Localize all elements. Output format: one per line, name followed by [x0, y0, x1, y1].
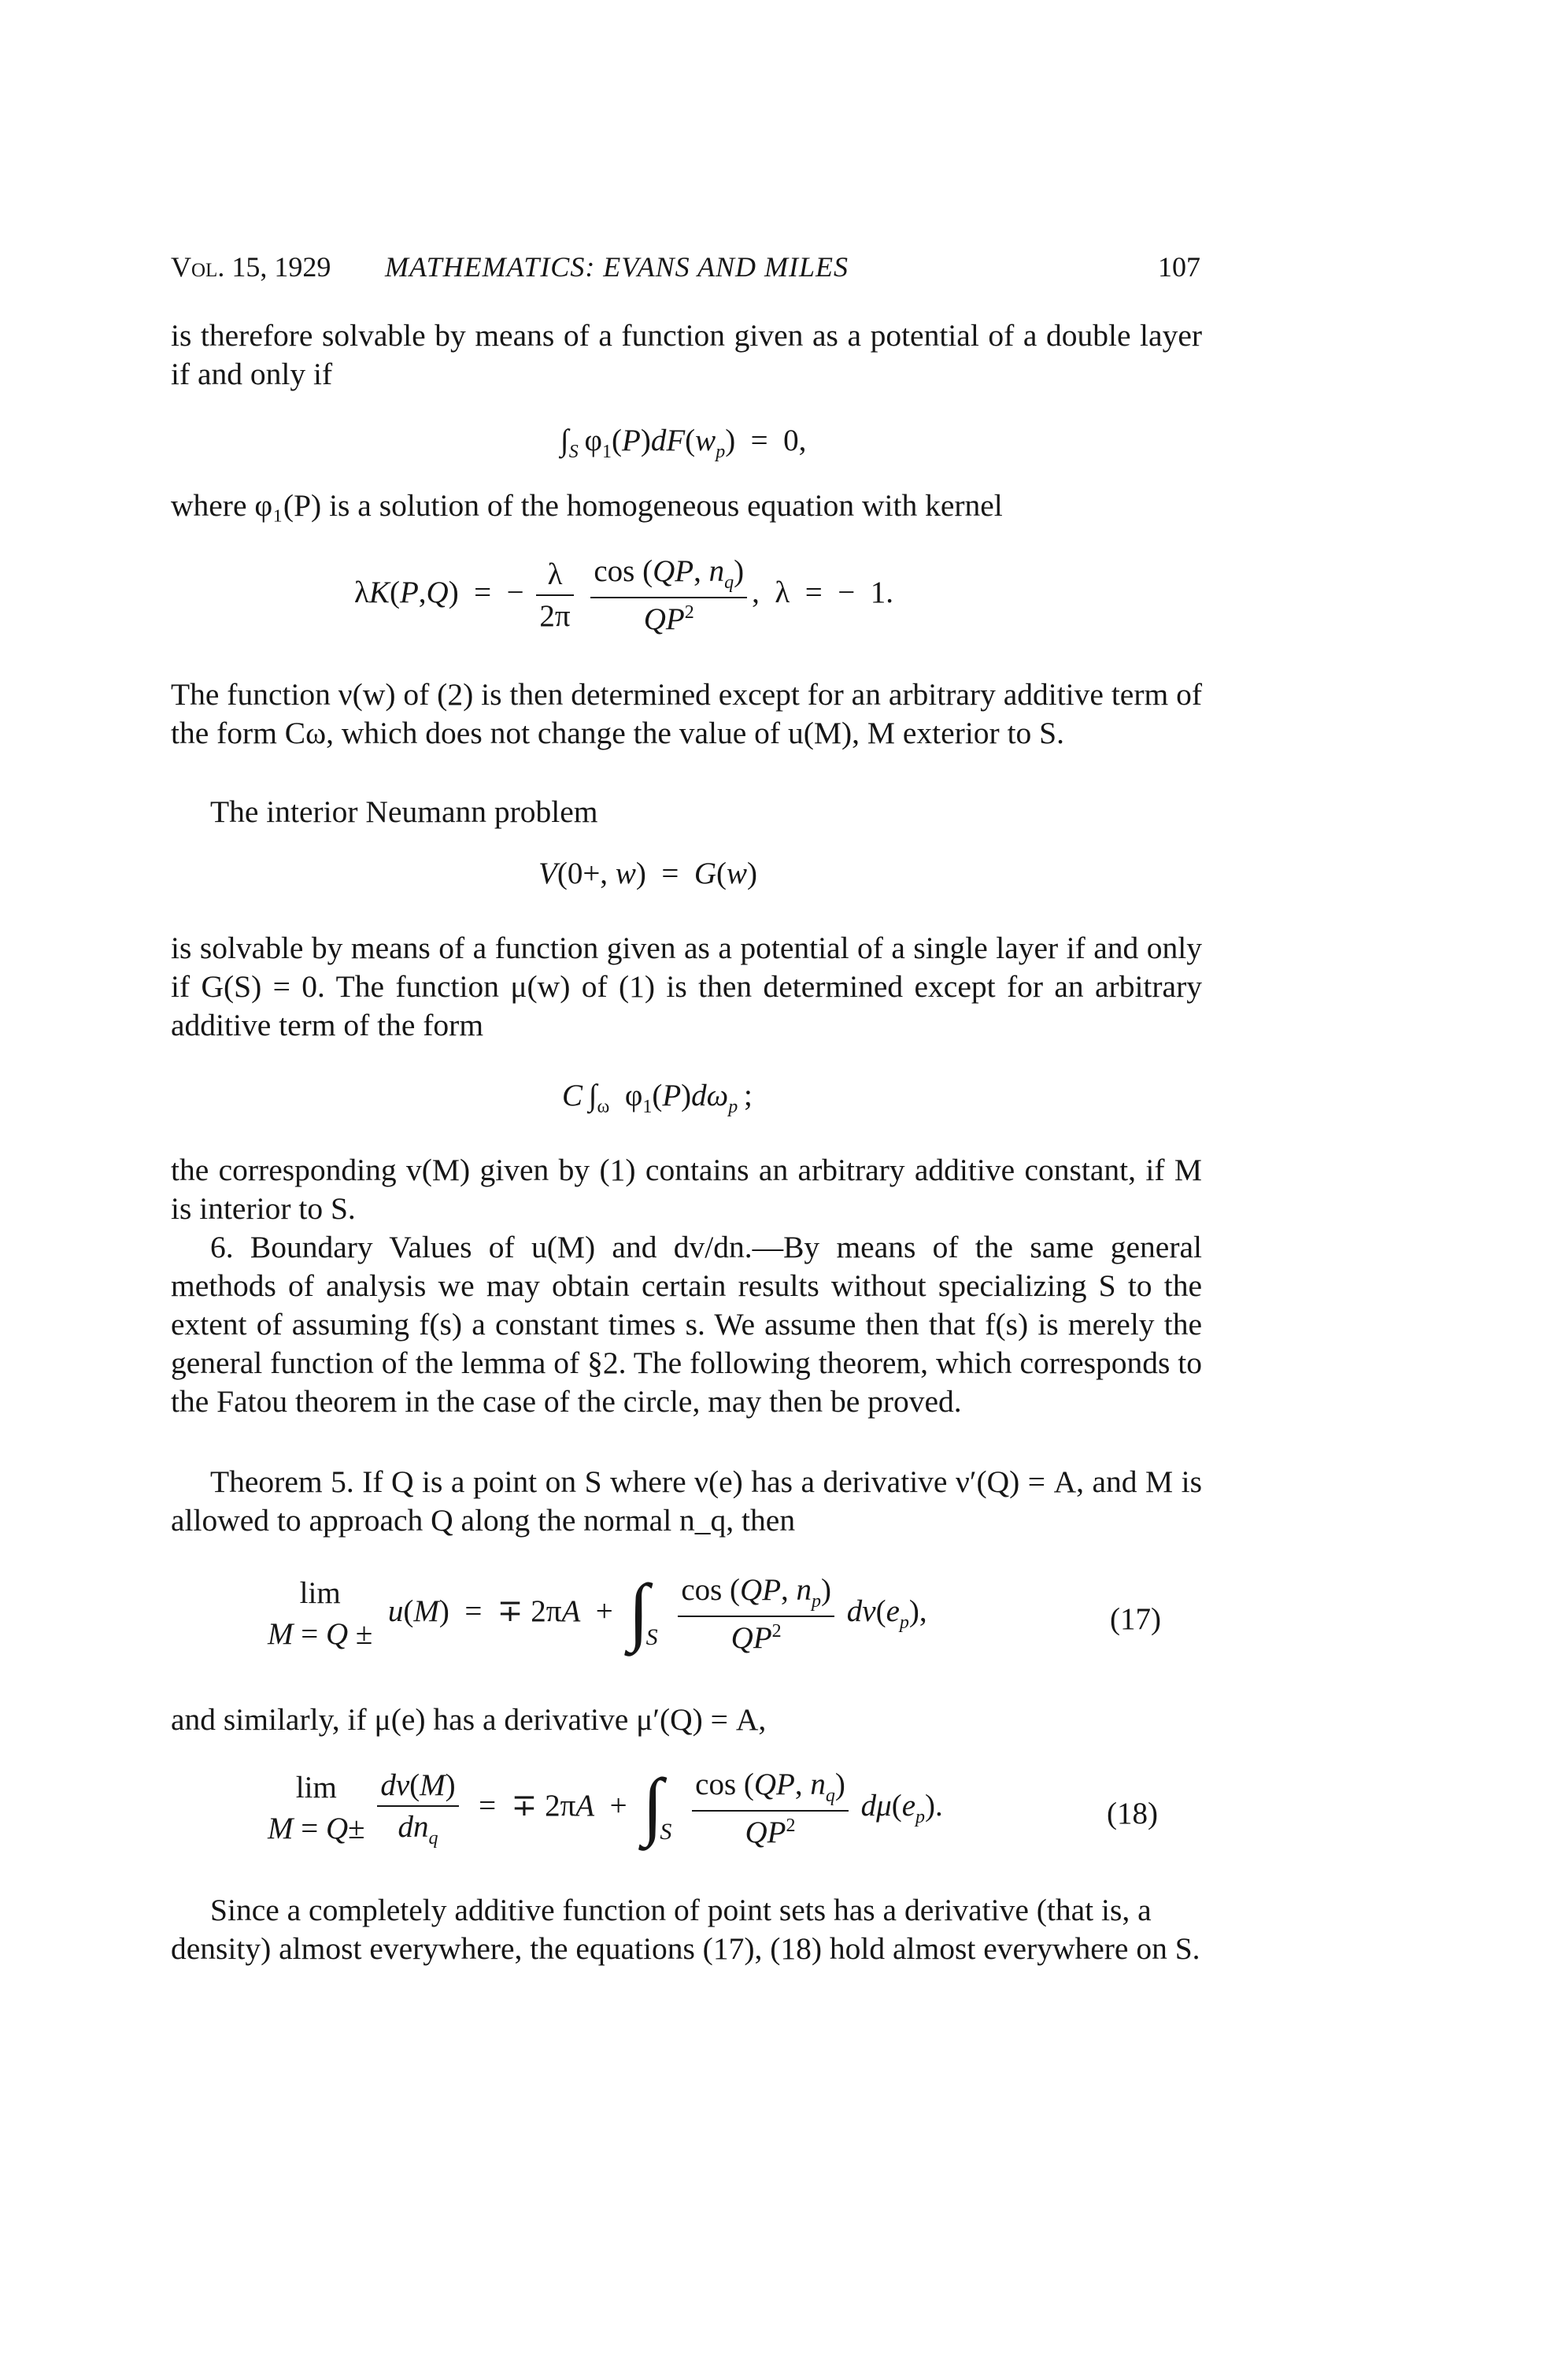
paragraph-6: the corresponding v(M) given by (1) contains an arbitrary additive constant, if M is interior to S.	[171, 1153, 1202, 1226]
equation-17-number: (17)	[1110, 1602, 1161, 1636]
equation-18: lim M = Q± $\frac{dv(M)}{dn_q}$ = ∓ $2\pi A + \int_S$ $\frac{\cos (QP, n_q)}{QP^2}$ $d\mu(e_p)$.	[268, 1763, 943, 1849]
paragraph-2: where φ₁(P) is a solution of the homogeneous equation with kernel	[171, 488, 1003, 523]
paragraph-1: is therefore solvable by means of a function given as a potential of a double layer if and only if	[171, 318, 1202, 391]
equation-1: $\int_S$ $\varphi_1(P)dF(w_p) = 0$,	[560, 424, 807, 462]
header-title: MATHEMATICS: EVANS AND MILES	[385, 251, 849, 283]
paragraph-7: 6. Boundary Values of u(M) and dv/dn.—By means of the same general methods of analysis we may obtain certain results without specializing S to the extent of assuming f(s) a constant times s. We assume then that f(s) is merely the general function of the lemma of §2. The following theorem, which corresponds to the Fatou theorem in the case of the circle, may then be proved.	[171, 1230, 1202, 1419]
equation-18-number: (18)	[1107, 1797, 1158, 1830]
paragraph-8: Theorem 5. If Q is a point on S where ν(e) has a derivative ν′(Q) = A, and M is allowed to approach Q along the normal n_q, then	[171, 1464, 1202, 1538]
equation-17: lim M = Q ± u(M) = ∓ $2\pi A + \int_S$ $\frac{\cos (QP, n_p)}{QP^2}$ $d\nu(e_p)$,	[268, 1568, 927, 1655]
equation-2: λK(P,Q) = − $\frac{\lambda}{2\pi}$ $\frac{\cos (QP, n_q)}{QP^2}$ , λ = − 1.	[354, 554, 894, 636]
paragraph-5: is solvable by means of a function given as a potential of a single layer if and only if G(S) = 0. The function μ(w) of (1) is then determined except for an arbitrary additive term of the form	[171, 931, 1202, 1042]
paragraph-9: and similarly, if μ(e) has a derivative μ′(Q) = A,	[171, 1702, 767, 1737]
paragraph-10: Since a completely additive function of point sets has a derivative (that is, a density) almost everywhere, the equations (17), (18) hold almost everywhere on S.	[171, 1893, 1200, 1966]
paragraph-3: The function ν(w) of (2) is then determined except for an arbitrary additive term of the form Cω, which does not change the value of u(M), M exterior to S.	[171, 677, 1202, 750]
equation-4: C $\int_\omega$ $\varphi_1(P)d\omega_p$ ;	[562, 1079, 753, 1117]
header-volume: Vol. 15, 1929	[171, 251, 331, 283]
running-header	[171, 250, 1200, 290]
equation-3: V(0+, w) = G(w)	[538, 857, 757, 890]
header-page-number: 107	[1158, 251, 1200, 283]
paragraph-4: The interior Neumann problem	[210, 794, 598, 829]
